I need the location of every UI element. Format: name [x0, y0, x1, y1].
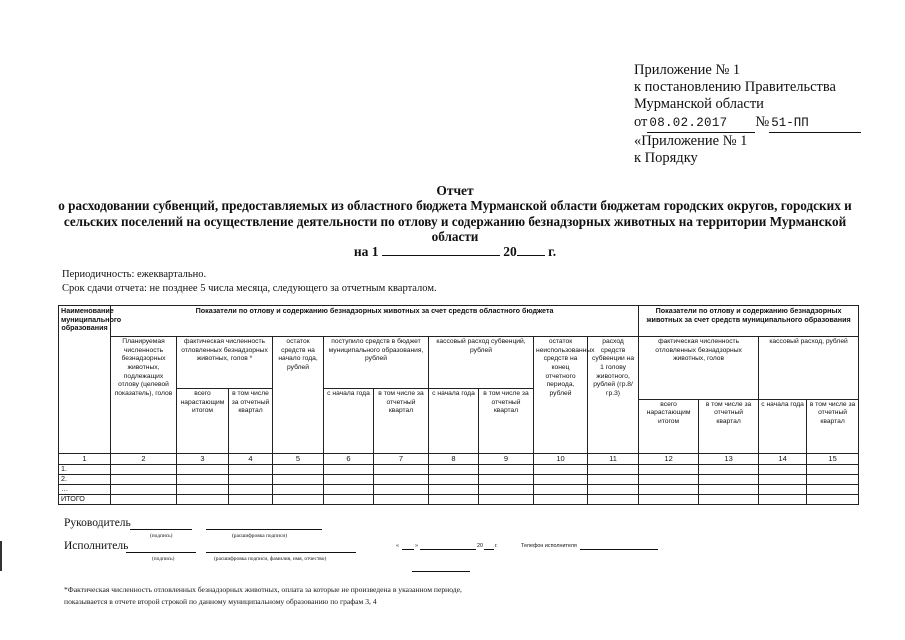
table-cell[interactable]: [229, 465, 273, 475]
th-municipal-budget: Показатели по отлову и содержанию безнадзорных животных за счет средств муниципального образования: [639, 306, 859, 337]
table-cell[interactable]: [534, 465, 588, 475]
approval-date: 08.02.2017: [647, 115, 755, 133]
th-regional-budget: Показатели по отлову и содержанию безнадзорных животных за счет средств областного бюджета: [111, 306, 639, 337]
row-label: 1.: [59, 465, 111, 475]
col-number: 15: [807, 453, 859, 464]
table-cell[interactable]: [229, 485, 273, 495]
col-number: 12: [639, 453, 699, 464]
table-cell[interactable]: [699, 465, 759, 475]
table-cell[interactable]: [759, 485, 807, 495]
footnote-line-2: показывается в отчете второй строкой по данному муниципальному образованию по графам 3, 4: [64, 597, 377, 606]
col-number: 14: [759, 453, 807, 464]
extra-line: [412, 563, 470, 572]
table-cell[interactable]: [273, 485, 324, 495]
col-number: 3: [177, 453, 229, 464]
table-cell[interactable]: [807, 494, 859, 504]
approval-date-line: [634, 114, 894, 133]
table-cell[interactable]: [111, 475, 177, 485]
th-quarter-7: в том числе за отчетный квартал: [374, 389, 429, 453]
th-quarter-9: в том числе за отчетный квартал: [479, 389, 534, 453]
report-title: Отчет: [436, 183, 474, 198]
table-row-total: [59, 494, 859, 504]
head-sign-line[interactable]: [130, 517, 192, 530]
report-date-blank[interactable]: [382, 245, 500, 256]
table-cell[interactable]: [588, 485, 639, 495]
table-cell[interactable]: [639, 485, 699, 495]
th-actual: фактическая численность отловленных безнадзорных животных, голов *: [177, 337, 273, 389]
th-planned: Планируемая численность безнадзорных животных, подлежащих отлову (целевой показатель), голов: [111, 337, 177, 453]
th-quarter-4: в том числе за отчетный квартал: [229, 389, 273, 453]
phone-label: Телефон исполнителя: [521, 543, 577, 549]
table-cell[interactable]: [639, 465, 699, 475]
table-cell[interactable]: [807, 465, 859, 475]
th-quarter-13: в том числе за отчетный квартал: [699, 399, 759, 453]
table-row: [59, 485, 859, 495]
th-balance-start: остаток средств на начало года, рублей: [273, 337, 324, 453]
table-cell[interactable]: [759, 475, 807, 485]
approval-line-1: Приложение № 1: [634, 62, 741, 78]
date-year-prefix: 20: [477, 543, 483, 549]
table-cell[interactable]: [534, 485, 588, 495]
th-cash-mun: кассовый расход, рублей: [759, 337, 859, 399]
table-cell[interactable]: [479, 475, 534, 485]
approval-line-2: к постановлению Правительства: [634, 79, 836, 96]
col-number: 6: [324, 453, 374, 464]
table-cell[interactable]: [588, 475, 639, 485]
col-number: 4: [229, 453, 273, 464]
table-row: [59, 465, 859, 475]
th-since-year-8: с начала года: [429, 389, 479, 453]
col-number: 13: [699, 453, 759, 464]
table-cell[interactable]: [177, 475, 229, 485]
th-since-year-6: с начала года: [324, 389, 374, 453]
report-subtitle: о расходовании субвенций, предоставляемых из областного бюджета Мурманской области бюджетам городских округов, городских и сельских поселений на осуществление деятельности по отлову и содержанию безнадзорных животных на территории Мурманской области: [58, 198, 852, 244]
table-cell[interactable]: [177, 494, 229, 504]
date-quote-close: »: [415, 543, 418, 549]
table-cell[interactable]: [429, 475, 479, 485]
table-cell[interactable]: [429, 465, 479, 475]
exec-label: Исполнитель: [64, 540, 129, 552]
table-cell[interactable]: [807, 485, 859, 495]
col-number: 10: [534, 453, 588, 464]
th-municipality: Наименование муниципального образования: [59, 306, 111, 454]
date-year-blank[interactable]: [484, 541, 494, 550]
col-number: 8: [429, 453, 479, 464]
th-cash: кассовый расход субвенций, рублей: [429, 337, 534, 389]
col-number: 1: [59, 453, 111, 464]
table-cell[interactable]: [374, 494, 429, 504]
col-number: 11: [588, 453, 639, 464]
table-cell[interactable]: [479, 485, 534, 495]
footnote-line-1: *Фактическая численность отловленных безнадзорных животных, оплата за которые не произведена в указанном периоде,: [64, 585, 462, 594]
phone-line[interactable]: [580, 541, 658, 550]
report-date-line: [50, 244, 860, 260]
table-cell[interactable]: [374, 475, 429, 485]
table-cell[interactable]: [177, 485, 229, 495]
approval-from-prefix: от: [634, 113, 648, 130]
report-year-suffix: г.: [548, 244, 557, 259]
table-cell[interactable]: [229, 494, 273, 504]
report-date-prefix: на 1: [353, 244, 379, 259]
head-decode-caption: (расшифровка подписи): [232, 533, 288, 539]
table-cell[interactable]: [479, 494, 534, 504]
table-cell[interactable]: [177, 465, 229, 475]
table-cell[interactable]: [699, 485, 759, 495]
th-unused: остаток неиспользованных средств на конец отчетного периода, рублей: [534, 337, 588, 453]
exec-sign-line[interactable]: [126, 540, 196, 553]
date-month-blank[interactable]: [420, 541, 476, 550]
row-label: 2.: [59, 475, 111, 485]
table-cell[interactable]: [479, 465, 534, 475]
table-cell[interactable]: [111, 494, 177, 504]
table-cell[interactable]: [699, 494, 759, 504]
col-number: 2: [111, 453, 177, 464]
exec-decode-caption: (расшифровка подписи, фамилия, имя, отчество): [214, 556, 327, 562]
table-cell[interactable]: [111, 485, 177, 495]
th-quarter-15: в том числе за отчетный квартал: [807, 399, 859, 453]
exec-decode-line[interactable]: [206, 540, 356, 553]
th-received: поступило средств в бюджет муниципального образования, рублей: [324, 337, 429, 389]
approval-number-sign: №: [755, 113, 770, 130]
table-cell[interactable]: [374, 485, 429, 495]
date-year-suffix: г.: [495, 543, 498, 549]
table-cell[interactable]: [759, 494, 807, 504]
table-cell[interactable]: [111, 465, 177, 475]
table-cell[interactable]: [273, 494, 324, 504]
approval-block: [634, 62, 894, 167]
th-total-cum-12: всего нарастающим итогом: [639, 399, 699, 453]
table-cell[interactable]: [534, 494, 588, 504]
table-cell[interactable]: [324, 465, 374, 475]
th-since-year-14: с начала года: [759, 399, 807, 453]
report-year-blank[interactable]: [517, 245, 545, 256]
table-cell[interactable]: [639, 475, 699, 485]
table-cell[interactable]: [324, 485, 374, 495]
approval-line-3: Мурманской области: [634, 96, 764, 113]
table-row: [59, 475, 859, 485]
row-label-total: ИТОГО: [59, 494, 111, 504]
table-cell[interactable]: [273, 465, 324, 475]
col-number: 9: [479, 453, 534, 464]
th-total-cum-3: всего нарастающим итогом: [177, 389, 229, 453]
table-cell[interactable]: [324, 494, 374, 504]
col-number: 7: [374, 453, 429, 464]
head-label: Руководитель: [64, 517, 131, 529]
approval-line-5: «Приложение № 1: [634, 132, 748, 149]
head-sign-caption: (подпись): [150, 533, 173, 539]
table-cell[interactable]: [699, 475, 759, 485]
table-cell[interactable]: [759, 465, 807, 475]
table-cell[interactable]: [588, 494, 639, 504]
report-year-prefix: 20: [503, 244, 517, 259]
table-cell[interactable]: [374, 465, 429, 475]
table-cell[interactable]: [534, 475, 588, 485]
table-cell[interactable]: [324, 475, 374, 485]
th-actual-mun: фактическая численность отловленных безнадзорных животных, голов: [639, 337, 759, 399]
col-number: 5: [273, 453, 324, 464]
table-cell[interactable]: [807, 475, 859, 485]
table-cell[interactable]: [588, 465, 639, 475]
periodicity-text: Периодичность: ежеквартально.: [62, 269, 207, 280]
report-table: [58, 305, 859, 505]
table-cell[interactable]: [639, 494, 699, 504]
approval-number: 51-ПП: [769, 115, 861, 133]
date-quote-open: «: [396, 543, 399, 549]
approval-line-6: к Порядку: [634, 150, 698, 167]
exec-sign-caption: (подпись): [152, 556, 175, 562]
deadline-text: Срок сдачи отчета: не позднее 5 числа месяца, следующего за отчетным кварталом.: [62, 283, 437, 294]
table-cell[interactable]: [429, 485, 479, 495]
row-label: …: [59, 485, 111, 495]
page-edge-mark: [0, 541, 2, 571]
table-cell[interactable]: [273, 475, 324, 485]
table-cell[interactable]: [229, 475, 273, 485]
head-decode-line[interactable]: [206, 517, 322, 530]
date-day-blank[interactable]: [402, 541, 414, 550]
th-per-head: расход средств субвенции на 1 голову животного, рублей (гр.8/гр.3): [588, 337, 639, 453]
table-cell[interactable]: [429, 494, 479, 504]
